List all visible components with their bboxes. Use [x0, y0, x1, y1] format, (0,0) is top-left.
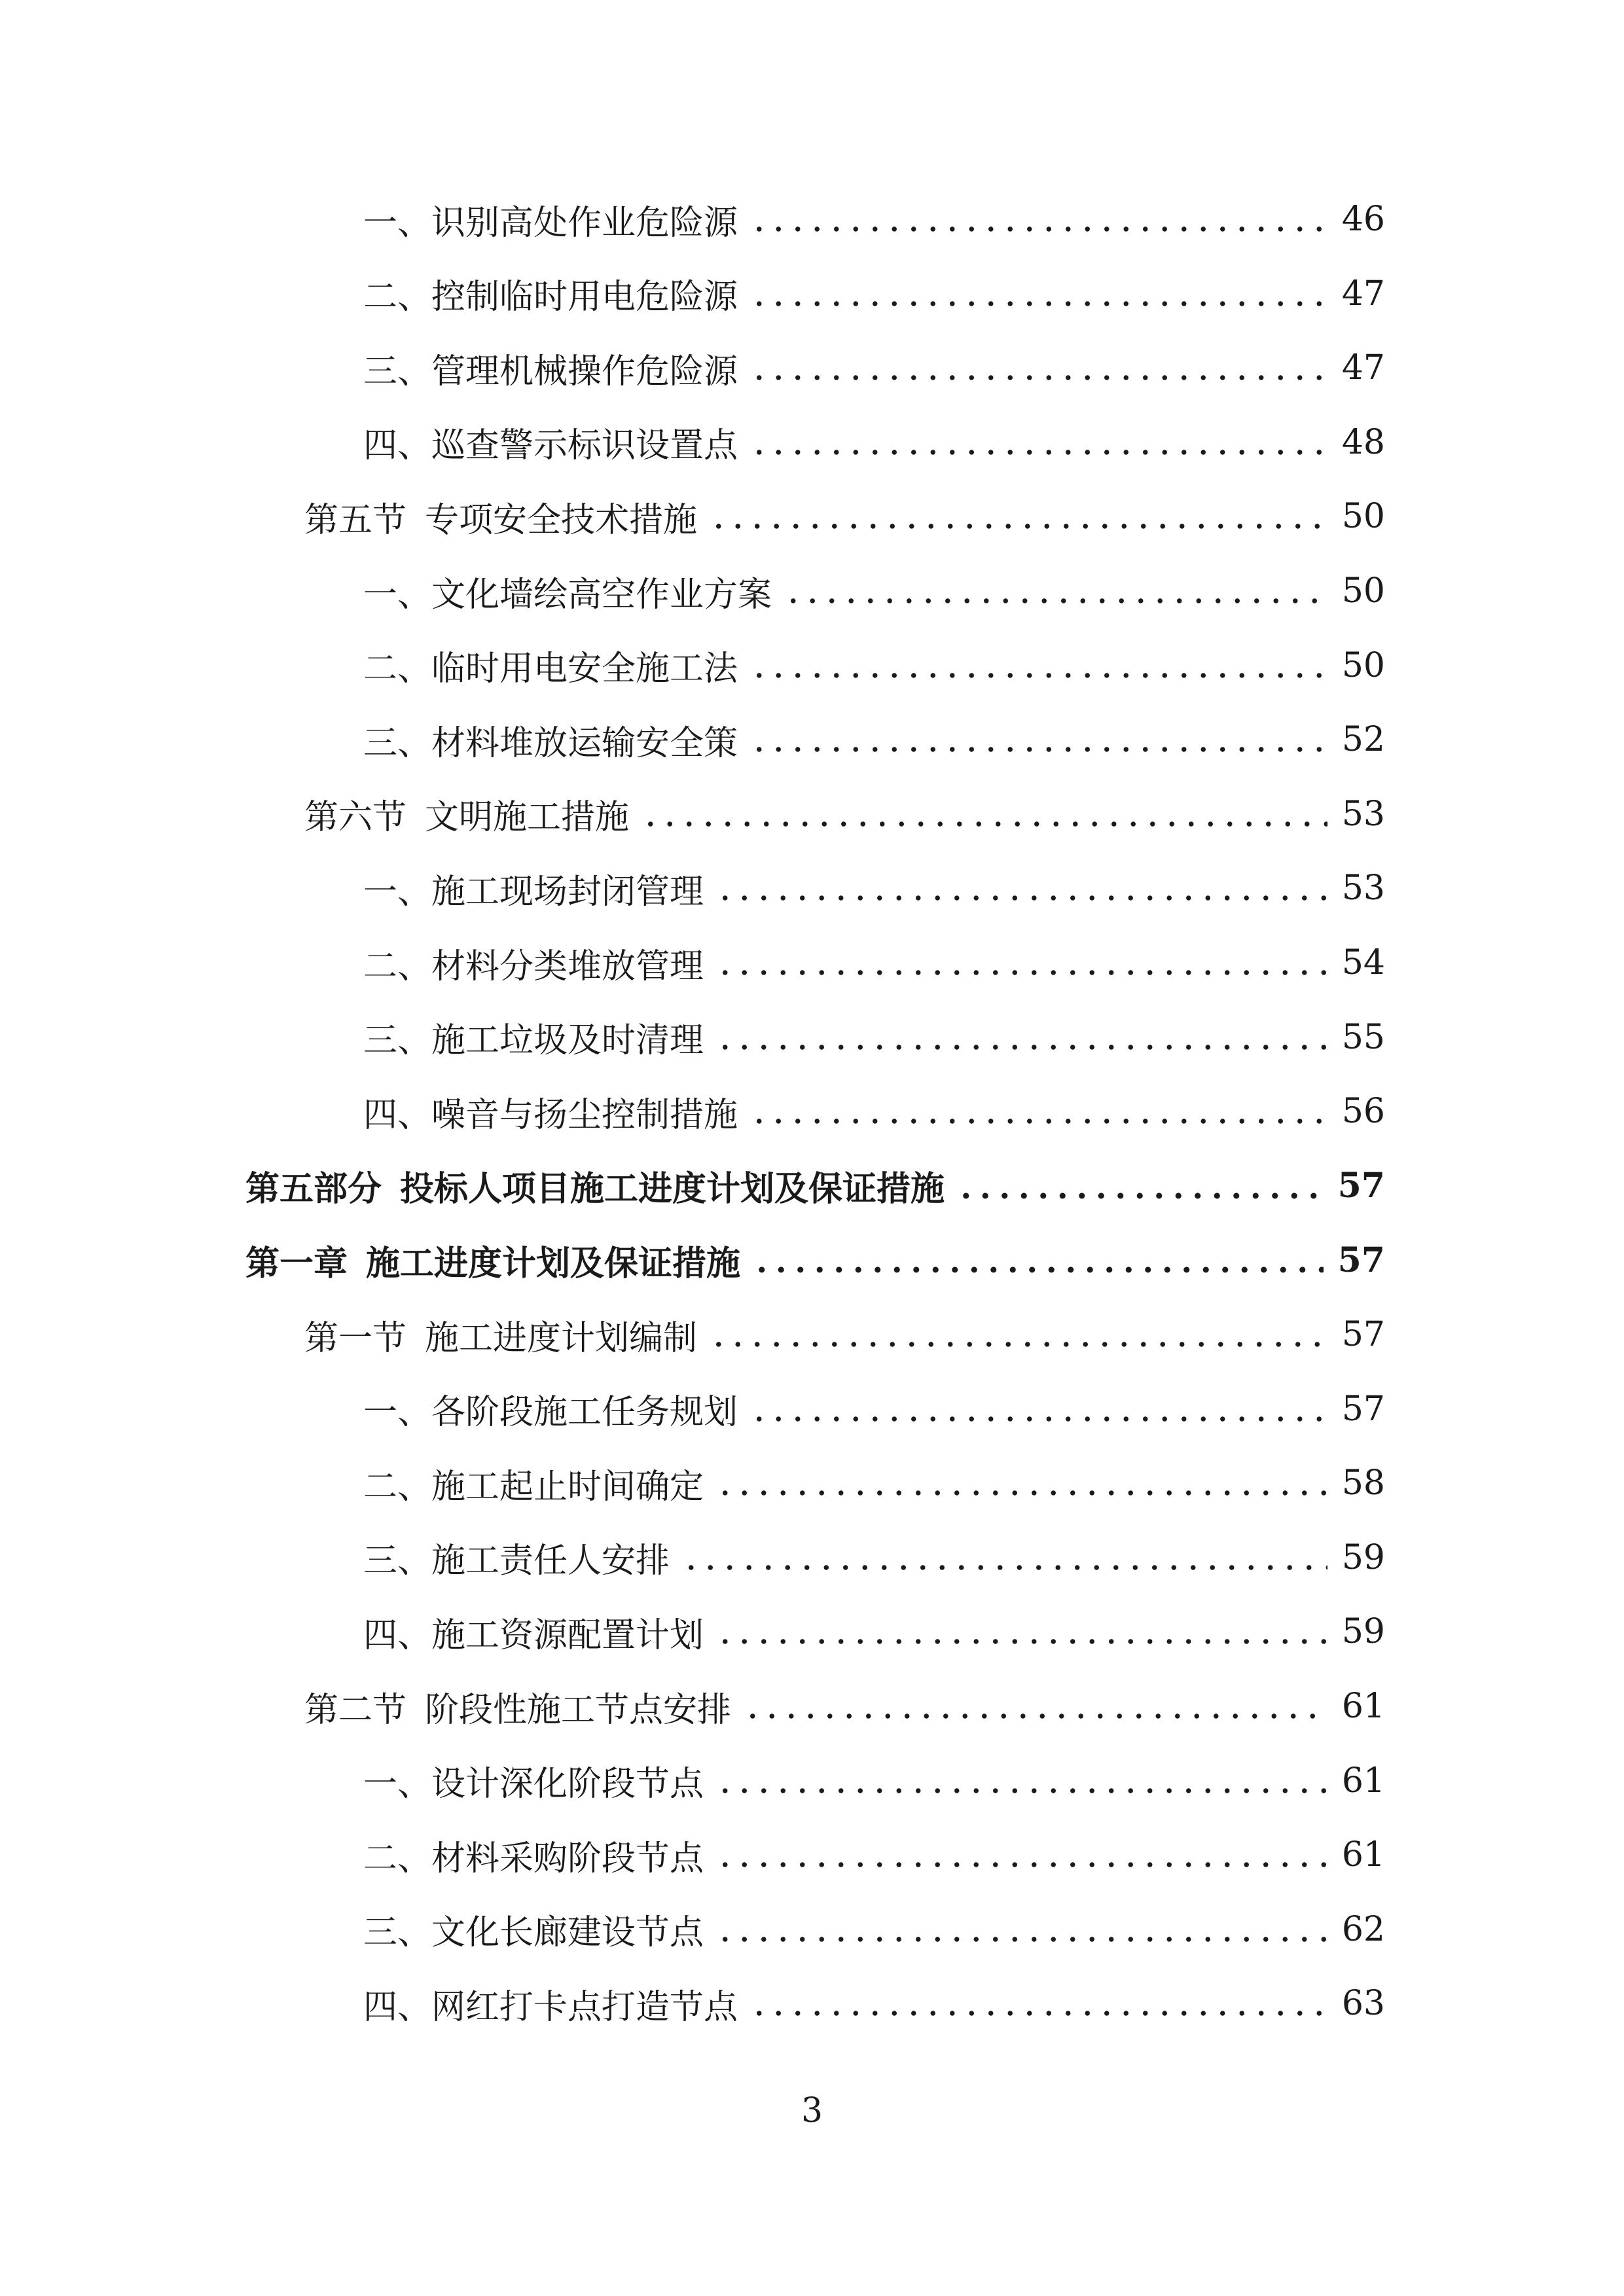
dot-leader [715, 1912, 1327, 1946]
toc-entry-number: 四、 [363, 1615, 432, 1655]
toc-entry-number: 一、 [363, 1765, 432, 1804]
toc-entry-title: 设计深化阶段节点 [431, 1765, 704, 1804]
toc-entry-title: 材料采购阶段节点 [431, 1839, 704, 1878]
toc-entry-number: 二、 [363, 1839, 432, 1878]
toc-entry-number: 一、 [363, 1393, 432, 1433]
toc-entry-number: 第六节 [304, 798, 407, 838]
dot-leader [715, 1466, 1327, 1500]
toc-entry-title: 施工进度计划编制 [425, 1318, 698, 1358]
dot-leader [715, 1615, 1327, 1649]
dot-leader [681, 1541, 1327, 1575]
toc-entry-page-number: 61 [1341, 1835, 1385, 1875]
toc-entry-title: 噪音与扬尘控制措施 [431, 1095, 738, 1135]
toc-entry-title: 投标人项目施工进度计划及保证措施 [400, 1169, 945, 1210]
toc-entry-title: 文明施工措施 [425, 798, 630, 838]
toc-entry-title: 临时用电安全施工法 [431, 649, 738, 689]
toc-entry-page-number: 63 [1341, 1984, 1385, 2024]
toc-entry-page-number: 57 [1341, 1315, 1385, 1354]
dot-leader [784, 574, 1327, 608]
toc-entry-title: 施工起止时间确定 [431, 1467, 704, 1507]
dot-leader [749, 202, 1327, 236]
dot-leader [749, 1094, 1327, 1128]
toc-entry-page-number: 61 [1341, 1761, 1385, 1801]
toc-entry-title: 阶段性施工节点安排 [425, 1690, 732, 1730]
dot-leader [749, 351, 1327, 385]
toc-entry-page-number: 50 [1341, 497, 1385, 537]
toc-entry-title: 网红打卡点打造节点 [431, 1987, 738, 2027]
toc-entry-number: 第五节 [304, 500, 407, 540]
toc-entry[interactable] [304, 490, 1385, 543]
dot-leader [715, 946, 1327, 980]
toc-entry-page-number: 56 [1341, 1092, 1385, 1132]
dot-leader [715, 1838, 1327, 1872]
toc-entry-page-number: 50 [1341, 645, 1385, 685]
toc-entry-title: 材料分类堆放管理 [431, 946, 704, 986]
toc-entry-number: 三、 [363, 1541, 432, 1581]
toc-entry-title: 施工责任人安排 [431, 1541, 670, 1581]
toc-entry-page-number: 55 [1341, 1017, 1385, 1057]
toc-entry-page-number: 57 [1337, 1240, 1385, 1280]
toc-entry[interactable] [363, 1532, 1385, 1584]
toc-entry-title: 文化长廊建设节点 [431, 1913, 704, 1953]
toc-entry[interactable] [363, 862, 1385, 914]
toc-entry-page-number: 47 [1341, 348, 1385, 388]
toc-entry-number: 第五部分 [245, 1169, 382, 1210]
toc-entry-number: 三、 [363, 1913, 432, 1953]
toc-entry-number: 第二节 [304, 1690, 407, 1730]
toc-entry[interactable] [363, 1903, 1385, 1956]
dot-leader [749, 1986, 1327, 2020]
toc-entry-number: 一、 [363, 203, 432, 243]
toc-entry-number: 四、 [363, 1095, 432, 1135]
toc-entry-number: 第一章 [245, 1243, 348, 1283]
toc-entry-page-number: 59 [1341, 1612, 1385, 1652]
toc-entry[interactable] [363, 713, 1385, 766]
toc-entry[interactable] [304, 1308, 1385, 1361]
toc-entry-title: 材料堆放运输安全策 [431, 723, 738, 763]
toc-entry-number: 四、 [363, 426, 432, 466]
dot-leader [709, 499, 1327, 533]
dot-leader [715, 871, 1327, 905]
toc-entry[interactable] [363, 937, 1385, 989]
toc-entry[interactable] [363, 1457, 1385, 1509]
toc-entry-number: 四、 [363, 1987, 432, 2027]
toc-entry-number: 二、 [363, 946, 432, 986]
toc-entry-page-number: 62 [1341, 1909, 1385, 1949]
toc-entry[interactable] [363, 1755, 1385, 1807]
toc-entry[interactable] [363, 416, 1385, 469]
dot-leader [641, 797, 1327, 831]
toc-entry[interactable] [363, 193, 1385, 245]
toc-entry[interactable] [363, 1605, 1385, 1658]
toc-entry[interactable] [363, 565, 1385, 617]
toc-entry-title: 施工现场封闭管理 [431, 872, 704, 912]
toc-entry[interactable] [363, 342, 1385, 394]
toc-entry-number: 二、 [363, 649, 432, 689]
dot-leader [749, 425, 1327, 459]
toc-entry-number: 三、 [363, 1021, 432, 1061]
toc-entry[interactable] [363, 1011, 1385, 1064]
toc-entry[interactable] [363, 1977, 1385, 2030]
dot-leader [715, 1020, 1327, 1054]
toc-entry-title: 专项安全技术措施 [425, 500, 698, 540]
toc-entry-title: 各阶段施工任务规划 [431, 1393, 738, 1433]
dot-leader [749, 277, 1327, 311]
toc-entry-page-number: 47 [1341, 274, 1385, 314]
toc-entry-title: 控制临时用电危险源 [431, 278, 738, 317]
dot-leader [752, 1243, 1324, 1277]
toc-entry[interactable] [304, 1680, 1385, 1732]
toc-entry-number: 一、 [363, 575, 432, 615]
toc-entry-page-number: 54 [1341, 943, 1385, 982]
page-number: 3 [801, 2091, 823, 2130]
dot-leader [709, 1318, 1327, 1352]
toc-entry-page-number: 59 [1341, 1537, 1385, 1577]
toc-entry-page-number: 58 [1341, 1463, 1385, 1503]
toc-entry[interactable] [245, 1234, 1385, 1286]
toc-entry-page-number: 57 [1341, 1389, 1385, 1429]
toc-entry-number: 二、 [363, 1467, 432, 1507]
toc-entry-page-number: 46 [1341, 200, 1385, 239]
toc-entry-page-number: 52 [1341, 720, 1385, 760]
dot-leader [749, 649, 1327, 683]
toc-entry[interactable] [363, 1085, 1385, 1138]
toc-entry-number: 三、 [363, 351, 432, 391]
toc-entry-number: 一、 [363, 872, 432, 912]
toc-entry-page-number: 53 [1341, 869, 1385, 908]
toc-entry-number: 三、 [363, 723, 432, 763]
dot-leader [749, 1392, 1327, 1426]
toc-entry[interactable] [363, 639, 1385, 692]
toc-entry-title: 管理机械操作危险源 [431, 351, 738, 391]
toc-entry-title: 文化墙绘高空作业方案 [431, 575, 772, 615]
toc-entry[interactable] [245, 1160, 1385, 1212]
dot-leader [956, 1169, 1324, 1203]
toc-entry-page-number: 53 [1341, 794, 1385, 834]
toc-entry-title: 施工垃圾及时清理 [431, 1021, 704, 1061]
toc-entry-title: 施工资源配置计划 [431, 1615, 704, 1655]
toc-entry-number: 二、 [363, 278, 432, 317]
toc-entry[interactable] [363, 1829, 1385, 1881]
toc-entry[interactable] [363, 268, 1385, 320]
toc-entry-title: 识别高处作业危险源 [431, 203, 738, 243]
toc-entry[interactable] [363, 1383, 1385, 1435]
toc-entry-page-number: 57 [1337, 1166, 1385, 1206]
toc-entry-page-number: 61 [1341, 1687, 1385, 1726]
toc-entry-page-number: 48 [1341, 422, 1385, 462]
dot-leader [743, 1689, 1327, 1723]
toc-entry[interactable] [304, 788, 1385, 840]
dot-leader [749, 723, 1327, 757]
toc-entry-title: 巡查警示标识设置点 [431, 426, 738, 466]
toc-entry-title: 施工进度计划及保证措施 [366, 1243, 741, 1283]
toc-entry-number: 第一节 [304, 1318, 407, 1358]
dot-leader [715, 1764, 1327, 1798]
toc-entry-page-number: 50 [1341, 571, 1385, 611]
